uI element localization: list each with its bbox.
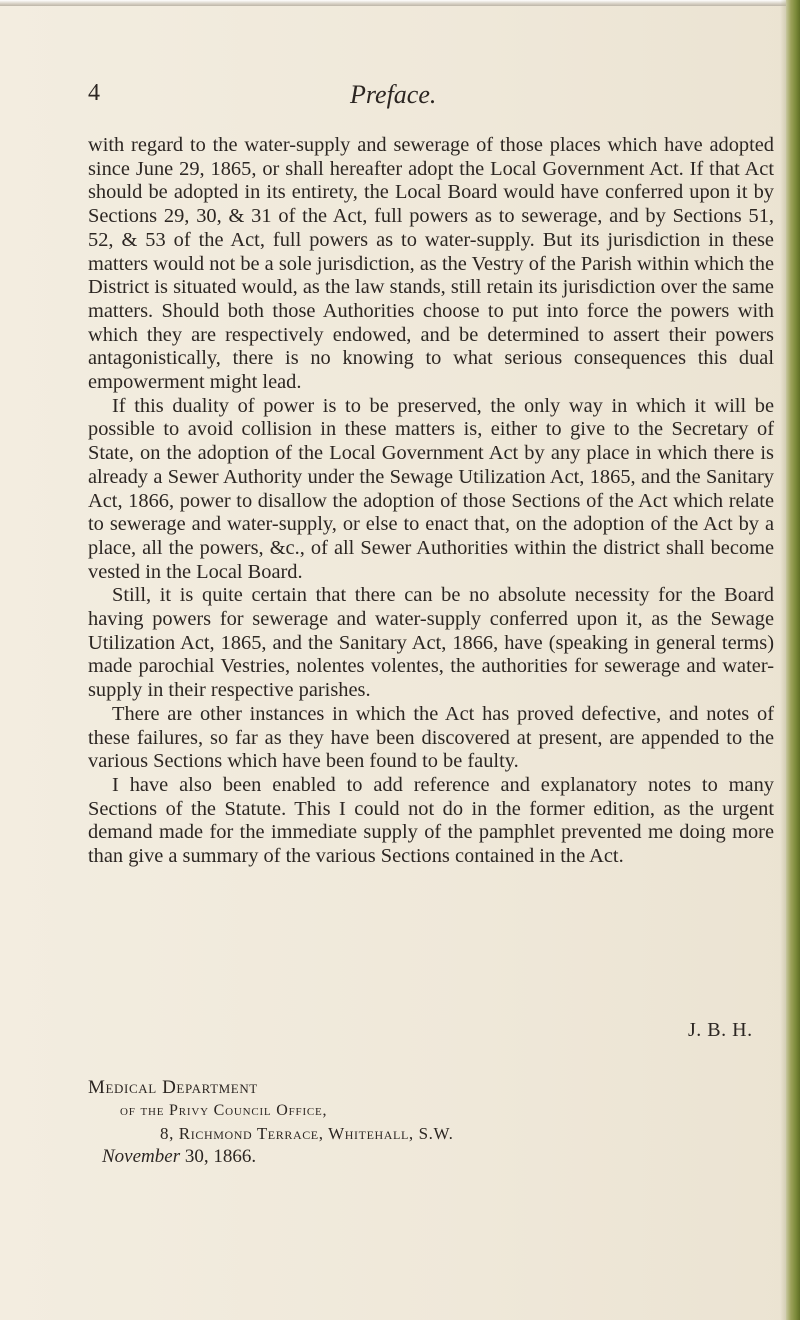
preface-body [88,134,774,869]
page-header [88,80,778,114]
page-binding-edge [786,0,800,1320]
paragraph-5: I have also been enabled to add reference and explanatory notes to many Sections of the Statute. This I could not do in the former edition, as the urgent demand made for the immediate supply of the pamphlet prevented me doing more than give a summary of the various Sections contained in the Act. [88,773,774,868]
paragraph-2: If this duality of power is to be preserved, the only way in which it will be possible to avoid collision in these matters is, either to give to the Secretary of State, on the adoption of the Local Government Act by any place in which there is already a Sewer Authority under the Sewage Utilization Act, 1865, and the Sanitary Act, 1866, power to disallow the adoption of those Sections of the Act which relate to sewerage and water-supply, or else to enact that, on the adoption of the Act by a place, all the powers, &c., of all Sewer Authorities within the district shall become vested in the Local Board. [88,394,774,583]
department-address [88,1076,453,1168]
paragraph-3: Still, it is quite certain that there can be no absolute necessity for the Board having powers for sewerage and water-supply conferred upon it, as the Sewage Utilization Act, 1865, and the Sanitary Act, 1866, have (speaking in general terms) made parochial Vestries, nolentes volentes, the authorities for sewerage and water-supply in their respective parishes. [88,584,774,702]
page-top-edge [0,0,800,6]
office-name: of the Privy Council Office, [120,1102,328,1119]
author-initials: J. B. H. [688,1019,753,1041]
street-address: 8, Richmond Terrace, Whitehall, S.W. [160,1124,454,1143]
date-month: November [102,1146,181,1167]
running-title: Preface. [350,80,437,109]
department-name: Medical Department [88,1077,258,1098]
date-day-year: 30, 1866. [184,1146,257,1167]
date-line [88,1145,453,1168]
page-number: 4 [88,80,100,106]
paragraph-1: with regard to the water-supply and sewerage of those places which have adopted since June 29, 1865, or shall hereafter adopt the Local Government Act. If that Act should be adopted in its entirety, the Local Board would have conferred upon it by Sections 29, 30, & 31 of the Act, full powers as to sewerage, and by Sections 51, 52, & 53 of the Act, full powers as to water-supply. But its jurisdiction in these matters would not be a sole jurisdiction, as the Vestry of the Parish within which the District is situated would, as the law stands, still retain its jurisdiction over the same matters. Should both those Authorities choose to put into force the powers with which they are respectively endowed, and be determined to assert their powers antagonistically, there is no knowing to what serious consequences this dual empowerment might lead. [88,134,774,394]
paragraph-4: There are other instances in which the Act has proved defective, and notes of these failures, so far as they have been discovered at present, are appended to the various Sections which have been found to be faulty. [88,702,774,773]
